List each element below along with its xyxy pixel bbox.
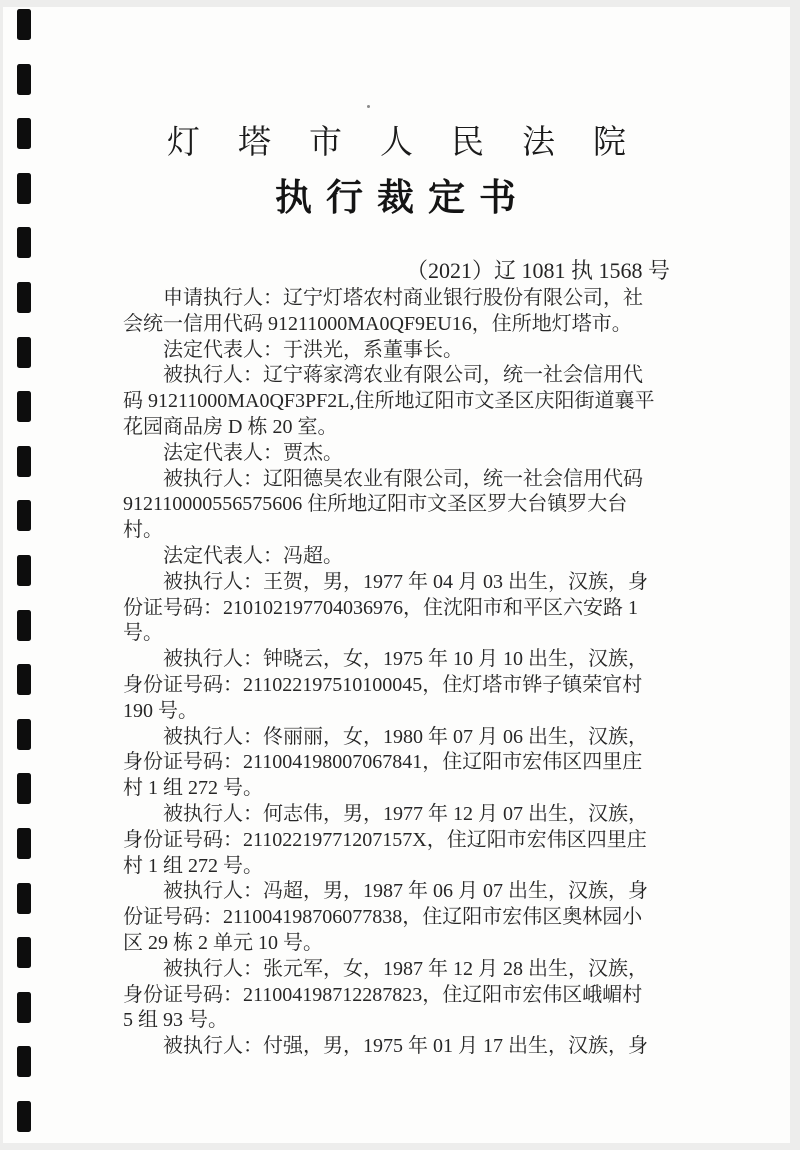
body-line: 身份证号码：211004198712287823，住辽阳市宏伟区峨嵋村: [123, 983, 643, 1006]
binding-hole: [17, 937, 31, 968]
body-line: 被执行人：付强，男，1975 年 01 月 17 出生，汉族，身: [123, 1035, 648, 1058]
body-line: 被执行人：冯超，男，1987 年 06 月 07 出生，汉族，身: [123, 880, 648, 903]
body-line: 村。: [123, 519, 163, 542]
body-line: 被执行人：张元军，女，1987 年 12 月 28 出生，汉族，: [123, 957, 648, 980]
body-line: 法定代表人：于洪光，系董事长。: [123, 338, 463, 361]
binding-hole: [17, 9, 31, 40]
body-line: 份证号码：211004198706077838，住辽阳市宏伟区奥林园小: [123, 906, 643, 929]
body-line: 被执行人：辽宁蒋家湾农业有限公司，统一社会信用代: [123, 364, 643, 387]
body-line: 号。: [123, 622, 163, 645]
binding-hole: [17, 500, 31, 531]
binding-hole: [17, 883, 31, 914]
body-line: 申请执行人：辽宁灯塔农村商业银行股份有限公司，社: [123, 287, 643, 309]
binding-hole: [17, 391, 31, 422]
body-line: 村 1 组 272 号。: [123, 777, 263, 800]
body-line: 身份证号码：211022197510100045，住灯塔市铧子镇荣官村: [123, 673, 643, 696]
binding-hole: [17, 446, 31, 477]
body-line: 法定代表人：冯超。: [123, 544, 343, 567]
binding-hole: [17, 64, 31, 95]
body-line: 身份证号码：21102219771207157X，住辽阳市宏伟区四里庄: [123, 828, 647, 851]
document-body: [123, 286, 708, 1060]
case-number: （2021）辽 1081 执 1568 号: [405, 258, 670, 283]
binding-hole: [17, 664, 31, 695]
body-line: 5 组 93 号。: [123, 1009, 228, 1032]
binding-hole: [17, 555, 31, 586]
binding-hole: [17, 282, 31, 313]
court-name: 灯塔市人民法院: [167, 125, 664, 161]
document-title: 执行裁定书: [275, 178, 530, 219]
body-line: 被执行人：佟丽丽，女，1980 年 07 月 06 出生，汉族，: [123, 725, 648, 748]
body-line: 被执行人：何志伟，男，1977 年 12 月 07 出生，汉族，: [123, 802, 648, 825]
binding-hole: [17, 992, 31, 1023]
body-line: 190 号。: [123, 699, 198, 722]
body-line: 会统一信用代码 91211000MA0QF9EU16，住所地灯塔市。: [123, 312, 632, 335]
body-line: 村 1 组 272 号。: [123, 854, 263, 877]
binding-hole: [17, 610, 31, 641]
body-line: 被执行人：钟晓云，女，1975 年 10 月 10 出生，汉族，: [123, 648, 648, 671]
body-line: 912110000556575606 住所地辽阳市文圣区罗大台镇罗大台: [123, 493, 628, 516]
body-line: 被执行人：王贺，男，1977 年 04 月 03 出生，汉族，身: [123, 570, 648, 593]
binding-hole: [17, 337, 31, 368]
binding-hole: [17, 828, 31, 859]
body-line: 码 91211000MA0QF3PF2L,住所地辽阳市文圣区庆阳街道襄平: [123, 390, 655, 413]
body-line: 区 29 栋 2 单元 10 号。: [123, 931, 323, 954]
binding-hole: [17, 118, 31, 149]
document-page: [3, 7, 790, 1143]
binding-hole: [17, 719, 31, 750]
body-line: 法定代表人：贾杰。: [123, 441, 343, 464]
body-line: 身份证号码：211004198007067841，住辽阳市宏伟区四里庄: [123, 751, 643, 774]
binding-hole: [17, 1101, 31, 1132]
body-line: 花园商品房 D 栋 20 室。: [123, 415, 338, 438]
binding-strip: [17, 7, 33, 1143]
body-line: 被执行人：辽阳德昊农业有限公司，统一社会信用代码: [123, 467, 643, 490]
binding-hole: [17, 773, 31, 804]
binding-hole: [17, 227, 31, 258]
binding-hole: [17, 173, 31, 204]
body-line: 份证号码：210102197704036976，住沈阳市和平区六安路 1: [123, 596, 638, 619]
scan-speck: [367, 105, 370, 108]
binding-hole: [17, 1046, 31, 1077]
